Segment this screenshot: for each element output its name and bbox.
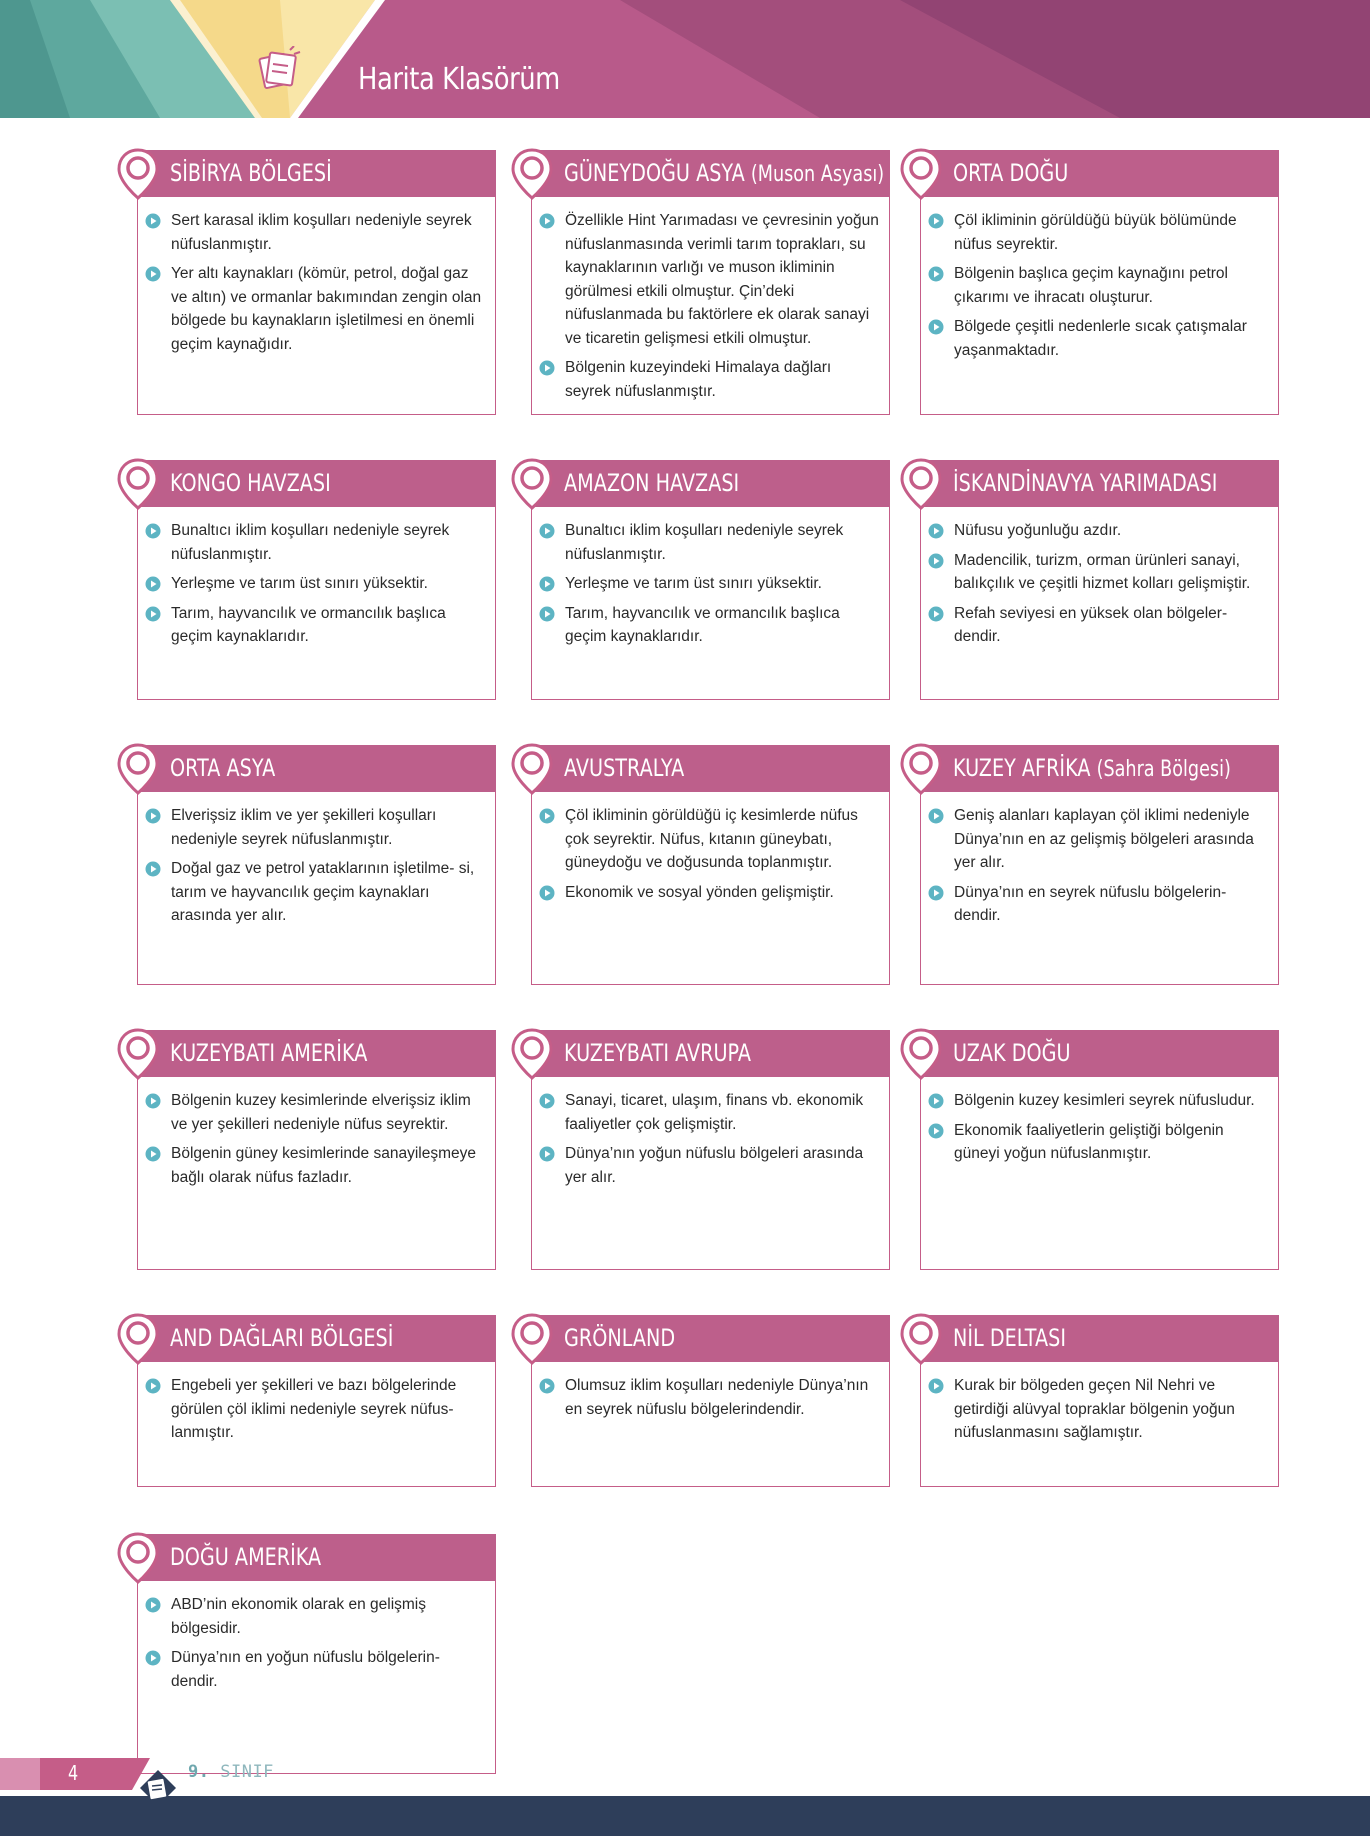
card-title bbox=[564, 150, 884, 197]
bullet-text: Olumsuz iklim koşulları nedeniyle Dünya’nın en seyrek nüfuslu bölgelerindendir. bbox=[565, 1377, 869, 1418]
bullet-text: Elverişsiz iklim ve yer şekilleri koşulları nedeniyle seyrek nüfuslanmıştır. bbox=[171, 807, 437, 848]
bullet-item bbox=[954, 1089, 1268, 1113]
region-card bbox=[531, 1315, 890, 1487]
bullet-text: Bölgenin kuzeyindeki Himalaya dağları seyrek nüfuslanmıştır. bbox=[565, 359, 832, 400]
card-title bbox=[953, 150, 1068, 197]
bullet-text: Doğal gaz ve petrol yataklarının işletilme- si, tarım ve hayvancılık geçim kaynakları arasında yer alır. bbox=[171, 860, 475, 924]
bullet-item bbox=[565, 209, 879, 350]
region-card bbox=[531, 460, 890, 700]
region-card bbox=[137, 745, 496, 985]
play-bullet-icon bbox=[145, 576, 161, 592]
play-bullet-icon bbox=[539, 213, 555, 229]
bullet-text: Geniş alanları kaplayan çöl iklimi nedeniyle Dünya’nın en az gelişmiş bölgeleri arasında yer alır. bbox=[954, 807, 1254, 871]
card-header bbox=[531, 150, 890, 197]
bullet-list bbox=[532, 507, 889, 649]
play-bullet-icon bbox=[539, 1093, 555, 1109]
play-bullet-icon bbox=[145, 1146, 161, 1162]
map-pin-icon bbox=[900, 458, 942, 510]
region-card bbox=[920, 460, 1279, 700]
region-card bbox=[137, 1030, 496, 1270]
map-pin-icon bbox=[117, 148, 159, 200]
play-bullet-icon bbox=[145, 808, 161, 824]
play-bullet-icon bbox=[539, 1378, 555, 1394]
play-bullet-icon bbox=[145, 266, 161, 282]
play-bullet-icon bbox=[539, 360, 555, 376]
card-title bbox=[170, 1534, 321, 1581]
bullet-text: Dünya’nın en seyrek nüfuslu bölgelerin- dendir. bbox=[954, 883, 1227, 924]
card-header bbox=[137, 745, 496, 792]
bullet-text: Sert karasal iklim koşulları nedeniyle seyrek nüfuslanmıştır. bbox=[171, 212, 472, 253]
map-pin-icon bbox=[117, 1028, 159, 1080]
play-bullet-icon bbox=[928, 319, 944, 335]
bullet-item bbox=[565, 519, 879, 566]
bullet-item bbox=[565, 356, 879, 403]
map-pin-icon bbox=[511, 1028, 553, 1080]
bullet-text: Madencilik, turizm, orman ürünleri sanayi, balıkçılık ve çeşitli hizmet kolları gelişmiştir. bbox=[954, 551, 1251, 592]
play-bullet-icon bbox=[145, 1650, 161, 1666]
bullet-item bbox=[954, 209, 1268, 256]
bullet-text: Yerleşme ve tarım üst sınırı yüksektir. bbox=[171, 575, 428, 592]
play-bullet-icon bbox=[539, 885, 555, 901]
bullet-list bbox=[921, 507, 1278, 649]
bullet-text: Dünya’nın en yoğun nüfuslu bölgelerin- dendir. bbox=[171, 1649, 440, 1690]
bullet-text: ABD’nin ekonomik olarak en gelişmiş bölgesidir. bbox=[171, 1596, 427, 1637]
card-header bbox=[531, 460, 890, 507]
region-card bbox=[137, 460, 496, 700]
region-card bbox=[920, 1315, 1279, 1487]
card-header bbox=[137, 150, 496, 197]
bullet-item bbox=[171, 1089, 485, 1136]
bullet-text: Çöl ikliminin görüldüğü iç kesimlerde nüfus çok seyrektir. Nüfus, kıtanın güneybatı, güneydoğu ve doğusunda toplanmıştır. bbox=[565, 807, 858, 871]
card-title-text: KUZEY AFRİKA bbox=[953, 754, 1091, 782]
bullet-list bbox=[921, 1362, 1278, 1445]
bullet-text: Refah seviyesi en yüksek olan bölgeler- dendir. bbox=[954, 604, 1228, 645]
bullet-list bbox=[532, 792, 889, 904]
card-title bbox=[564, 745, 684, 792]
bullet-list bbox=[138, 197, 495, 356]
map-pin-icon bbox=[511, 148, 553, 200]
play-bullet-icon bbox=[145, 1597, 161, 1613]
bullet-item bbox=[171, 1374, 485, 1445]
bullet-item bbox=[171, 602, 485, 649]
card-title bbox=[170, 150, 332, 197]
card-title-text: AND DAĞLARI BÖLGESİ bbox=[170, 1324, 394, 1352]
grade-text: SINIF bbox=[220, 1762, 274, 1782]
bullet-list bbox=[532, 1077, 889, 1189]
card-subtitle: (Sahra Bölgesi) bbox=[1096, 757, 1231, 782]
grade-label bbox=[188, 1762, 274, 1782]
card-header bbox=[531, 1030, 890, 1077]
folder-map-icon bbox=[256, 46, 302, 92]
region-card bbox=[531, 1030, 890, 1270]
bullet-text: Tarım, hayvancılık ve ormancılık başlıca geçim kaynaklarıdır. bbox=[171, 604, 446, 645]
card-header bbox=[137, 1534, 496, 1581]
play-bullet-icon bbox=[539, 606, 555, 622]
card-header bbox=[137, 1030, 496, 1077]
map-pin-icon bbox=[511, 743, 553, 795]
bullet-item bbox=[954, 1374, 1268, 1445]
play-bullet-icon bbox=[539, 808, 555, 824]
bullet-text: Bölgenin başlıca geçim kaynağını petrol çıkarımı ve ihracatı oluşturur. bbox=[954, 265, 1228, 306]
card-header bbox=[531, 745, 890, 792]
footer-bar bbox=[0, 1796, 1370, 1836]
map-pin-icon bbox=[117, 1532, 159, 1584]
play-bullet-icon bbox=[145, 861, 161, 877]
map-pin-icon bbox=[117, 743, 159, 795]
card-title-text: NİL DELTASI bbox=[953, 1324, 1067, 1352]
bullet-item bbox=[954, 1119, 1268, 1166]
bullet-list bbox=[138, 792, 495, 928]
bullet-text: Engebeli yer şekilleri ve bazı bölgelerinde görülen çöl iklimi nedeniyle seyrek nüfus- lanmıştır. bbox=[171, 1377, 457, 1441]
play-bullet-icon bbox=[539, 576, 555, 592]
bullet-text: Bunaltıcı iklim koşulları nedeniyle seyrek nüfuslanmıştır. bbox=[565, 522, 844, 563]
card-subtitle: (Muson Asyası) bbox=[750, 162, 885, 187]
bullet-item bbox=[565, 572, 879, 596]
bullet-text: Yerleşme ve tarım üst sınırı yüksektir. bbox=[565, 575, 822, 592]
bullet-item bbox=[565, 1374, 879, 1421]
bullet-item bbox=[954, 262, 1268, 309]
play-bullet-icon bbox=[539, 523, 555, 539]
region-card bbox=[531, 150, 890, 415]
bullet-item bbox=[171, 262, 485, 356]
bullet-list bbox=[138, 1362, 495, 1445]
region-card bbox=[920, 150, 1279, 415]
card-title-text: AMAZON HAVZASI bbox=[564, 469, 740, 497]
bullet-text: Bölgenin kuzey kesimlerinde elverişsiz iklim ve yer şekilleri nedeniyle nüfus seyrektir. bbox=[171, 1092, 471, 1133]
card-title-text: ORTA DOĞU bbox=[953, 159, 1069, 187]
bullet-text: Ekonomik faaliyetlerin geliştiği bölgenin güneyi yoğun nüfuslanmıştır. bbox=[954, 1121, 1224, 1162]
bullet-text: Ekonomik ve sosyal yönden gelişmiştir. bbox=[565, 883, 834, 901]
card-title bbox=[170, 460, 331, 507]
bullet-text: Bölgenin kuzey kesimleri seyrek nüfusludur. bbox=[954, 1092, 1255, 1109]
map-pin-icon bbox=[900, 1028, 942, 1080]
play-bullet-icon bbox=[928, 606, 944, 622]
card-title bbox=[953, 1030, 1071, 1077]
card-header bbox=[920, 745, 1279, 792]
play-bullet-icon bbox=[928, 1123, 944, 1139]
play-bullet-icon bbox=[928, 885, 944, 901]
card-title bbox=[564, 460, 739, 507]
bullet-item bbox=[171, 1646, 485, 1693]
card-header bbox=[920, 1315, 1279, 1362]
card-title bbox=[953, 460, 1217, 507]
card-title bbox=[564, 1030, 751, 1077]
play-bullet-icon bbox=[145, 606, 161, 622]
map-pin-icon bbox=[900, 743, 942, 795]
play-bullet-icon bbox=[928, 1378, 944, 1394]
map-pin-icon bbox=[511, 458, 553, 510]
region-card bbox=[137, 1315, 496, 1487]
bullet-text: Bunaltıcı iklim koşulları nedeniyle seyrek nüfuslanmıştır. bbox=[171, 522, 450, 563]
grade-number: 9. bbox=[188, 1762, 210, 1782]
card-header bbox=[531, 1315, 890, 1362]
card-title bbox=[564, 1315, 675, 1362]
bullet-text: Bölgenin güney kesimlerinde sanayileşmeye bağlı olarak nüfus fazladır. bbox=[171, 1145, 477, 1186]
card-title-text: UZAK DOĞU bbox=[953, 1039, 1071, 1067]
bullet-item bbox=[171, 572, 485, 596]
bullet-item bbox=[565, 881, 879, 905]
bullet-list bbox=[532, 197, 889, 403]
card-title bbox=[953, 1315, 1066, 1362]
bullet-item bbox=[565, 1089, 879, 1136]
play-bullet-icon bbox=[928, 1093, 944, 1109]
bullet-item bbox=[565, 804, 879, 875]
bullet-item bbox=[565, 602, 879, 649]
bullet-text: Bölgede çeşitli nedenlerle sıcak çatışmalar yaşanmaktadır. bbox=[954, 318, 1247, 359]
bullet-list bbox=[921, 792, 1278, 928]
region-card bbox=[920, 1030, 1279, 1270]
card-title bbox=[170, 1315, 393, 1362]
bullet-text: Nüfusu yoğunluğu azdır. bbox=[954, 522, 1122, 539]
bullet-item bbox=[954, 549, 1268, 596]
card-header bbox=[920, 460, 1279, 507]
card-title-text: AVUSTRALYA bbox=[564, 754, 685, 782]
card-title-text: İSKANDİNAVYA YARIMADASI bbox=[953, 469, 1218, 497]
card-title-text: GÜNEYDOĞU ASYA bbox=[564, 159, 745, 187]
map-pin-icon bbox=[900, 148, 942, 200]
map-pin-icon bbox=[117, 1313, 159, 1365]
card-header bbox=[920, 1030, 1279, 1077]
play-bullet-icon bbox=[145, 213, 161, 229]
play-bullet-icon bbox=[928, 266, 944, 282]
play-bullet-icon bbox=[928, 213, 944, 229]
header-banner bbox=[0, 0, 1370, 118]
bullet-text: Çöl ikliminin görüldüğü büyük bölümünde nüfus seyrektir. bbox=[954, 212, 1237, 253]
card-title bbox=[170, 745, 275, 792]
bullet-list bbox=[921, 197, 1278, 362]
card-title-text: SİBİRYA BÖLGESİ bbox=[170, 159, 332, 187]
region-card bbox=[137, 150, 496, 415]
bullet-text: Tarım, hayvancılık ve ormancılık başlıca geçim kaynaklarıdır. bbox=[565, 604, 840, 645]
bullet-text: Kurak bir bölgeden geçen Nil Nehri ve getirdiği alüvyal topraklar bölgenin yoğun nüfuslanmasını sağlamıştır. bbox=[954, 1377, 1235, 1441]
bullet-text: Sanayi, ticaret, ulaşım, finans vb. ekonomik faaliyetler çok gelişmiştir. bbox=[565, 1092, 864, 1133]
page-number: 4 bbox=[68, 1761, 79, 1785]
play-bullet-icon bbox=[145, 523, 161, 539]
region-card bbox=[920, 745, 1279, 985]
bullet-item bbox=[171, 1593, 485, 1640]
bullet-item bbox=[171, 209, 485, 256]
bullet-item bbox=[171, 519, 485, 566]
bullet-item bbox=[954, 315, 1268, 362]
map-pin-icon bbox=[511, 1313, 553, 1365]
bullet-list bbox=[138, 1581, 495, 1693]
card-title-text: KUZEYBATI AVRUPA bbox=[564, 1039, 752, 1067]
folder-map-icon bbox=[140, 1770, 176, 1806]
bullet-list bbox=[138, 507, 495, 649]
bullet-item bbox=[954, 519, 1268, 543]
card-title-text: DOĞU AMERİKA bbox=[170, 1543, 322, 1571]
region-card bbox=[137, 1534, 496, 1774]
region-card bbox=[531, 745, 890, 985]
map-pin-icon bbox=[900, 1313, 942, 1365]
bullet-item bbox=[954, 602, 1268, 649]
card-title bbox=[170, 1030, 367, 1077]
bullet-list bbox=[138, 1077, 495, 1189]
card-header bbox=[137, 460, 496, 507]
play-bullet-icon bbox=[539, 1146, 555, 1162]
bullet-item bbox=[171, 1142, 485, 1189]
bullet-text: Yer altı kaynakları (kömür, petrol, doğal gaz ve altın) ve ormanlar bakımından zengin olan bölgede bu kaynakların işletilmesi en önemli geçim kaynağıdır. bbox=[171, 265, 482, 353]
bullet-text: Özellikle Hint Yarımadası ve çevresinin yoğun nüfuslanmasında verimli tarım toprakları, su kaynaklarının varlığı ve muson ikliminin görülmesi etkili olmuştur. Çin’deki nüfuslanmada bu faktörlere ek olarak sanayi ve ticaretin gelişmesi etkili olmuştur. bbox=[565, 212, 879, 347]
play-bullet-icon bbox=[928, 523, 944, 539]
page-title: Harita Klasörüm bbox=[358, 62, 560, 97]
card-title-text: KUZEYBATI AMERİKA bbox=[170, 1039, 368, 1067]
play-bullet-icon bbox=[145, 1093, 161, 1109]
card-title-text: KONGO HAVZASI bbox=[170, 469, 331, 497]
bullet-item bbox=[565, 1142, 879, 1189]
card-header bbox=[920, 150, 1279, 197]
play-bullet-icon bbox=[145, 1378, 161, 1394]
play-bullet-icon bbox=[928, 808, 944, 824]
card-header bbox=[137, 1315, 496, 1362]
bullet-item bbox=[954, 804, 1268, 875]
play-bullet-icon bbox=[928, 553, 944, 569]
card-title-text: ORTA ASYA bbox=[170, 754, 276, 782]
bullet-item bbox=[171, 804, 485, 851]
bullet-item bbox=[171, 857, 485, 928]
bullet-list bbox=[921, 1077, 1278, 1166]
map-pin-icon bbox=[117, 458, 159, 510]
bullet-item bbox=[954, 881, 1268, 928]
bullet-text: Dünya’nın yoğun nüfuslu bölgeleri arasında yer alır. bbox=[565, 1145, 864, 1186]
card-title-text: GRÖNLAND bbox=[564, 1324, 676, 1352]
bullet-list bbox=[532, 1362, 889, 1421]
card-title bbox=[953, 745, 1231, 792]
